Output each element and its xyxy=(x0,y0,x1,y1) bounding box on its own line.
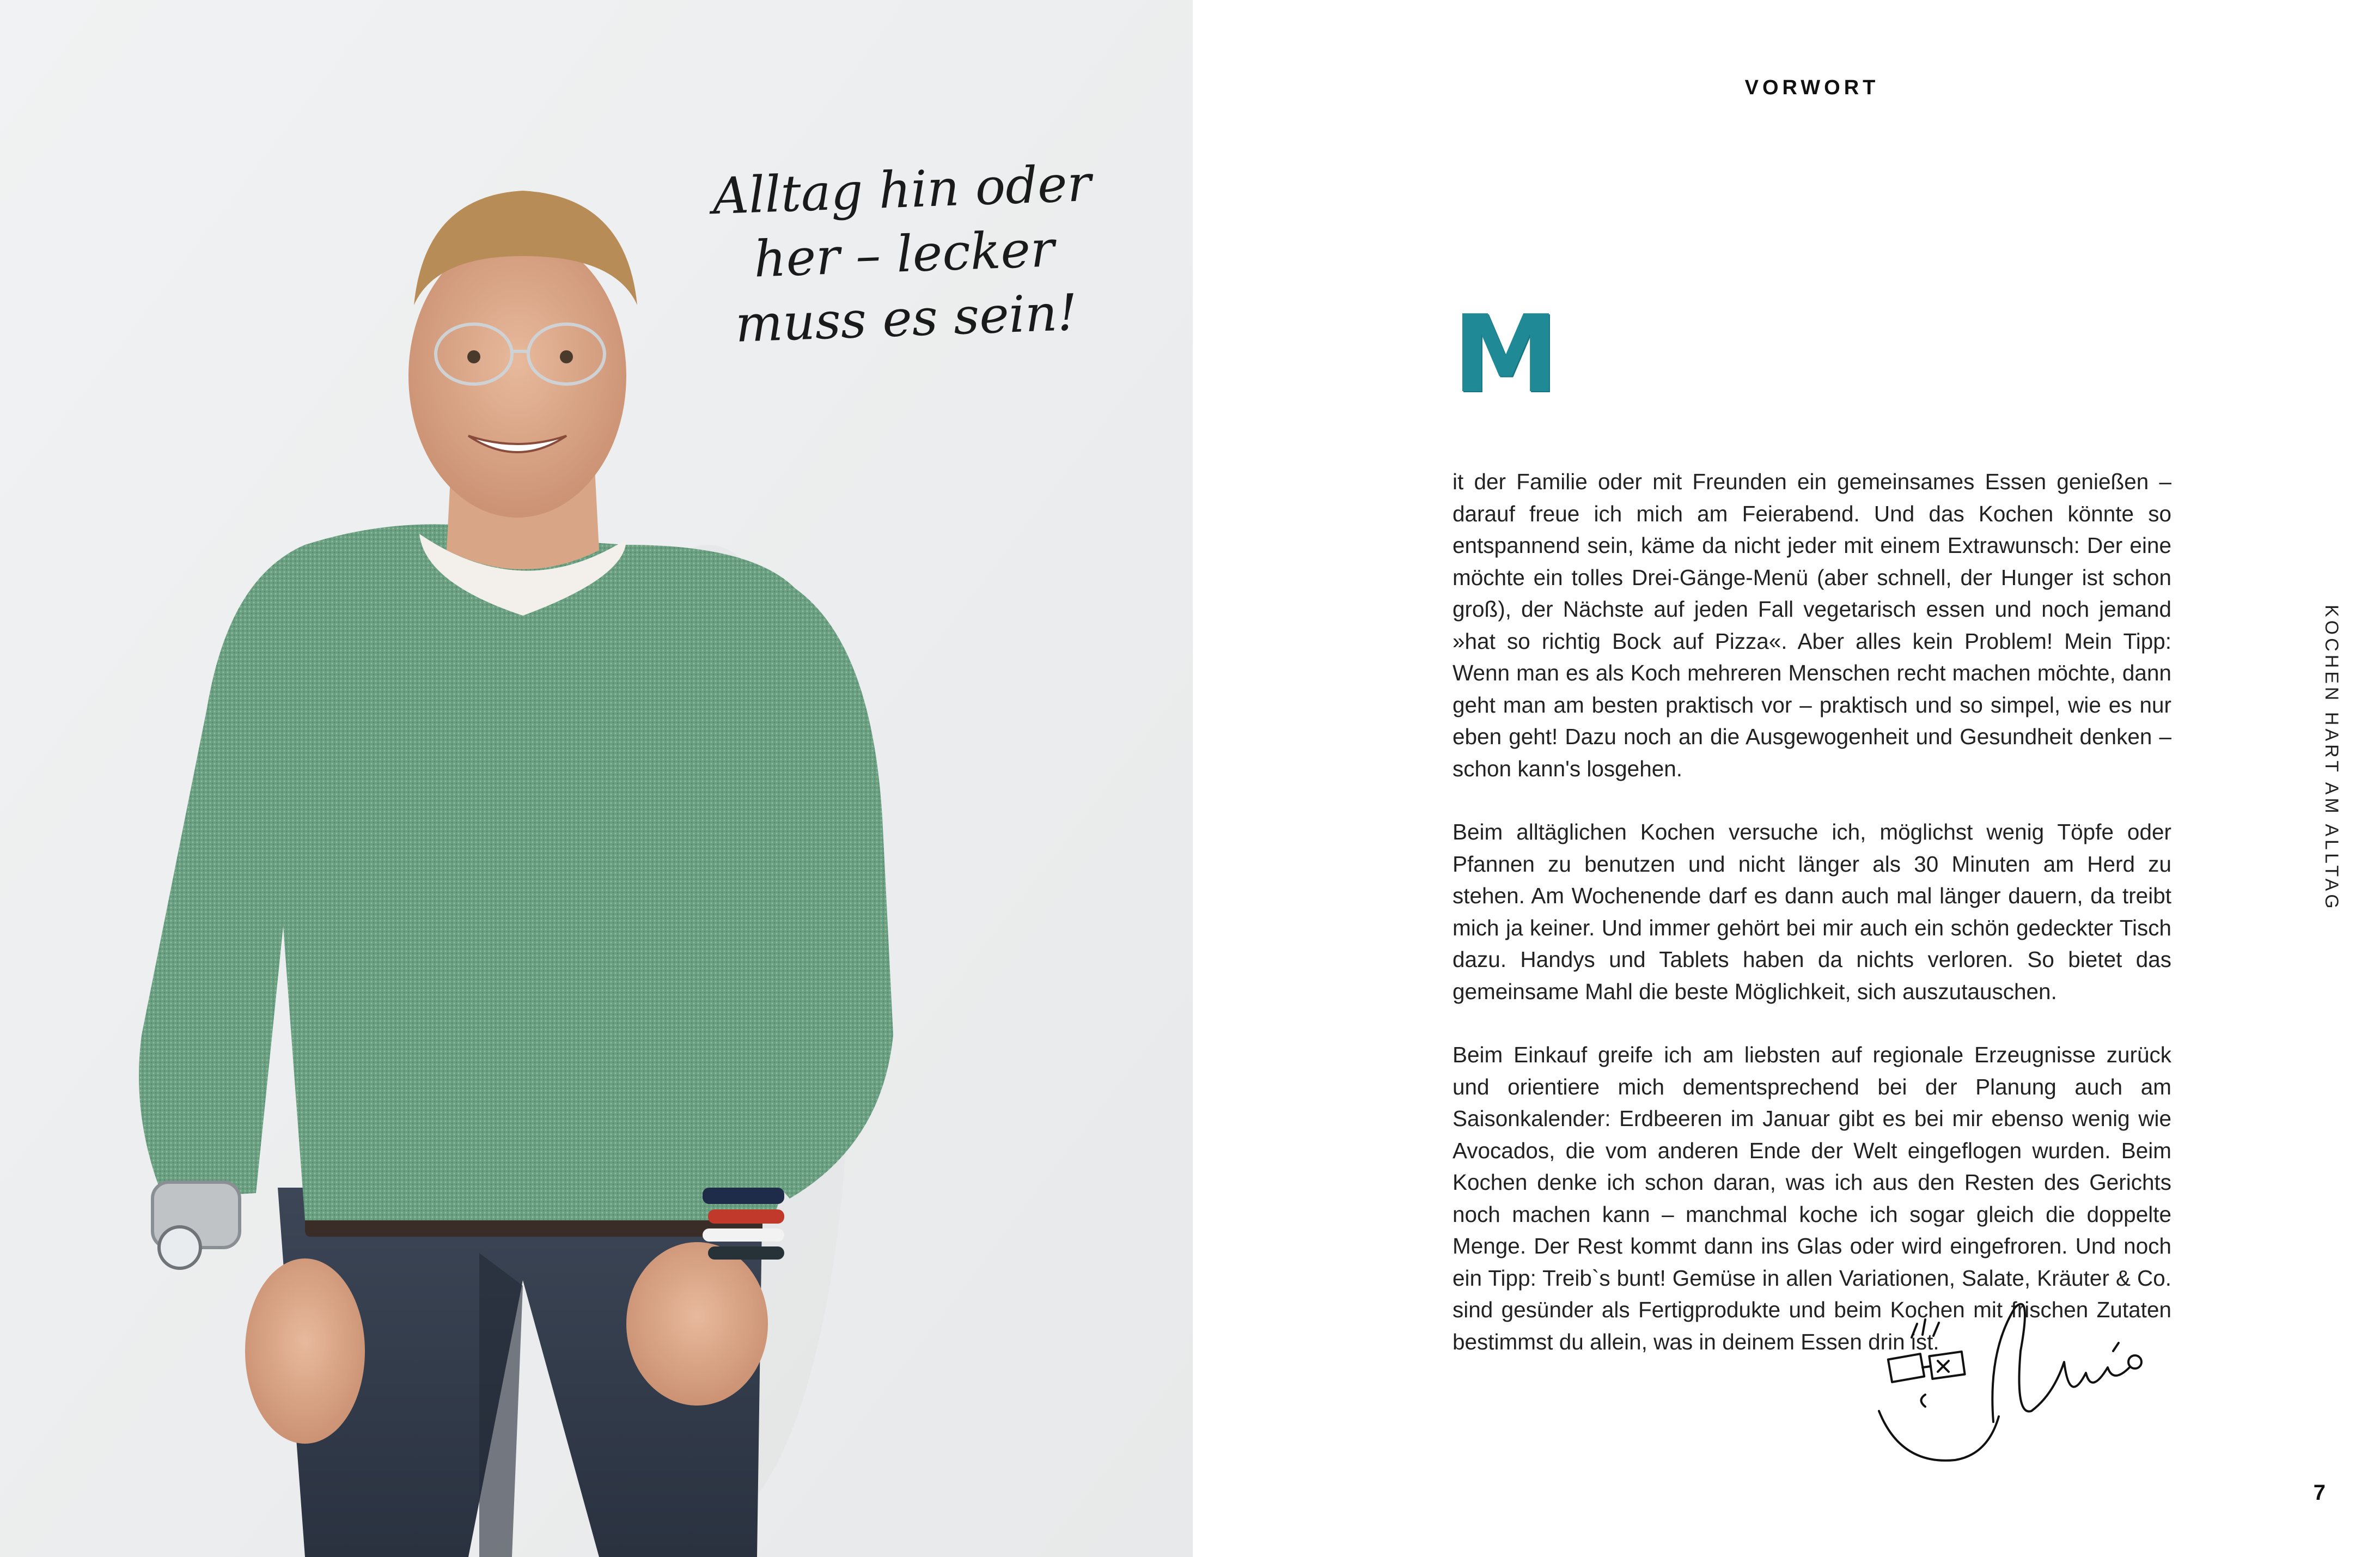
quote-line-2: her – lecker xyxy=(753,220,1055,289)
handwritten-quote xyxy=(710,151,1098,357)
signature xyxy=(1857,1286,2238,1493)
quote-line-3: muss es sein! xyxy=(734,283,1078,354)
quote-line-1: Alltag hin oder xyxy=(711,154,1093,226)
section-title: VORWORT xyxy=(1744,76,1879,99)
paragraph-3: Beim Einkauf greife ich am liebsten auf regionale Erzeugnisse zurück und orientiere mich dementsprechend bei der Planung auch am Saisonkalender: Erdbeeren im Januar gibt es bei mir ebenso wenig wie Avocados, die vom anderen Ende der Welt eingeflogen wurden. Beim Kochen denke ich schon daran, was ich aus den Resten des Gerichts noch machen kann – manchmal koche ich sogar gleich die doppelte Menge. Der Rest kommt dann ins Glas oder wird eingefroren. Und noch ein Tipp: Treib`s bunt! Gemüse in allen Variationen, Salate, Kräuter & Co. sind gesünder als Fertigprodukte und beim Kochen mit frischen Zutaten bestimmst du allein, was in deinem Essen drin ist. xyxy=(1453,1042,2171,1354)
paragraph-2: Beim alltäglichen Kochen versuche ich, möglichst wenig Töpfe oder Pfannen zu benutzen und nicht länger als 30 Minuten am Herd zu stehen. Am Wochenende darf es dann auch mal länger dauern, da treibt mich ja keiner. Und immer gehört bei mir auch ein schön gedeckter Tisch dazu. Handys und Tablets haben da nichts verloren. So bietet das gemeinsame Mahl die beste Möglichkeit, sich auszutauschen. xyxy=(1453,819,2171,1004)
drop-cap: M xyxy=(1453,293,1559,417)
side-running-title: KOCHEN HART AM ALLTAG xyxy=(2321,605,2342,912)
page-number: 7 xyxy=(2313,1481,2326,1505)
paragraph-1 xyxy=(1453,293,2171,784)
foreword-body xyxy=(1453,293,2171,1389)
right-page xyxy=(1193,0,2380,1557)
paragraph-1-text: it der Familie oder mit Freunden ein gemeinsames Essen genießen – darauf freue ich mich am Feierabend. Und das Kochen könnte so entspannend sein, käme da nicht jeder mit einem Extrawunsch: Der eine möchte ein tolles Drei-Gänge-Menü (aber schnell, der Hunger ist schon groß), der Nächste auf jeden Fall vegetarisch essen und noch jemand »hat so richtig Bock auf Pizza«. Aber alles kein Problem! Mein Tipp: Wenn man es als Koch mehreren Menschen recht machen möchte, dann geht man am besten praktisch vor – praktisch und so simpel, wie es nur eben geht! Dazu noch an die Ausgewogenheit und Gesundheit denken – schon kann's losgehen. xyxy=(1453,469,2171,781)
